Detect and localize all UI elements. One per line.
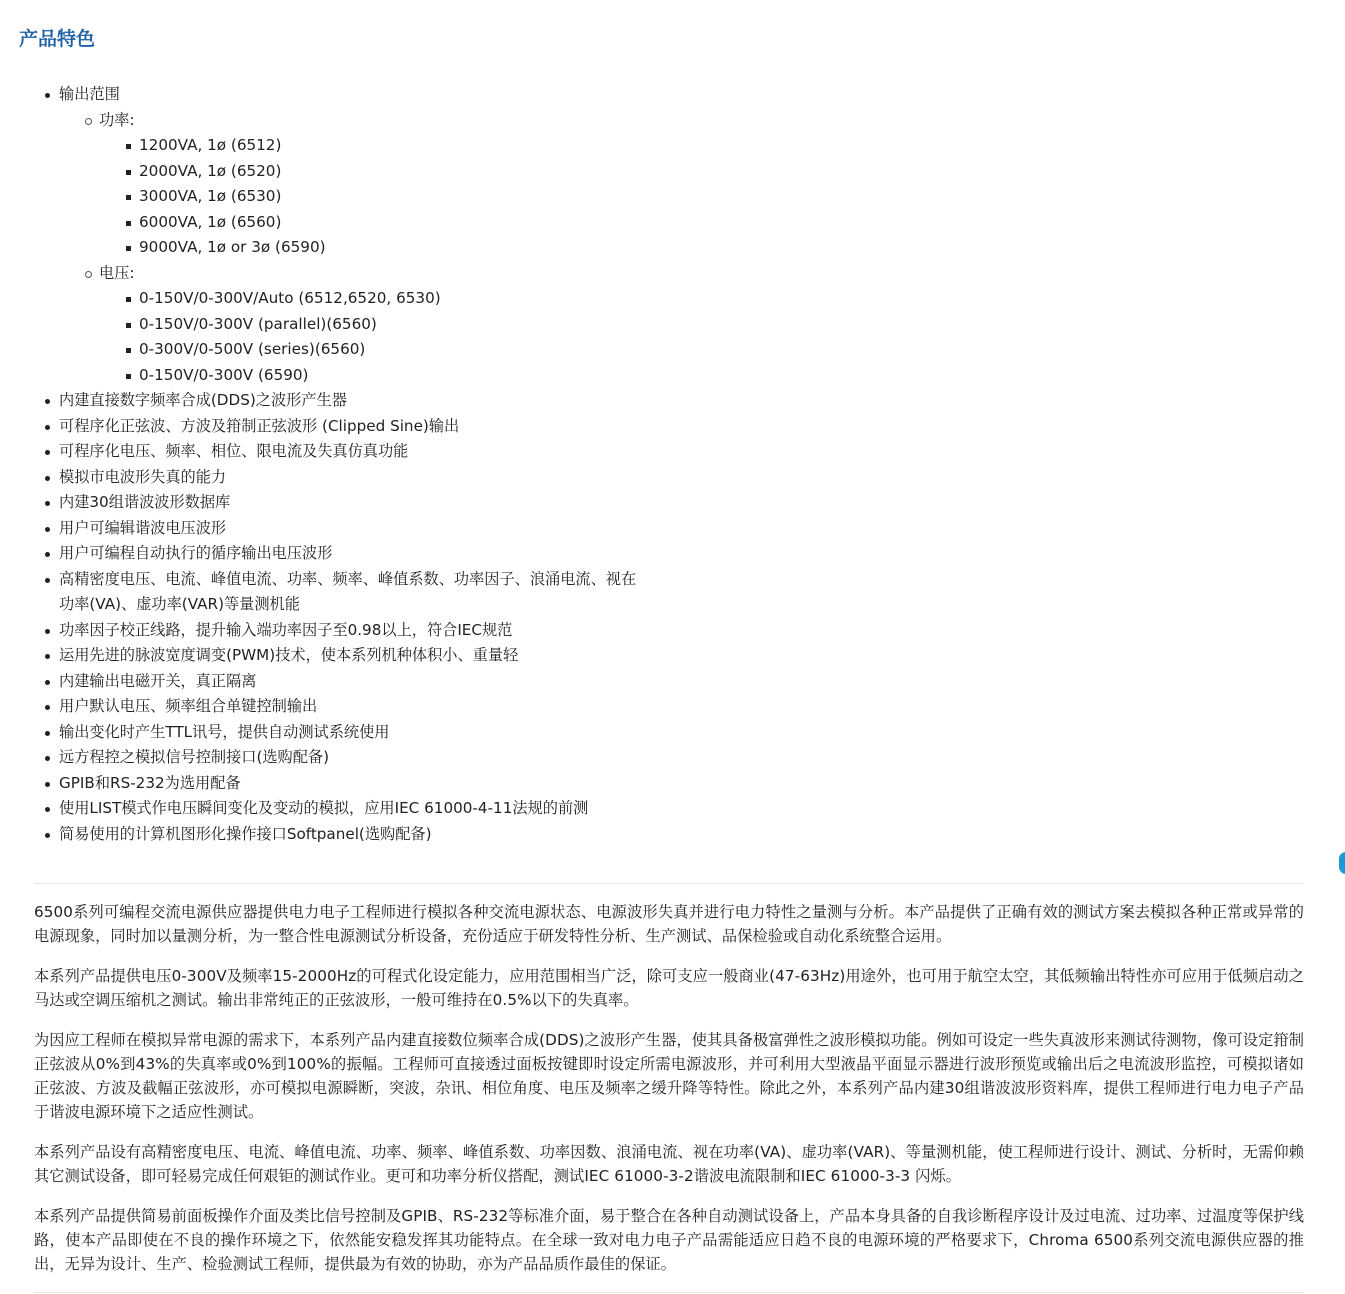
feature-item: 运用先进的脉波宽度调变(PWM)技术，使本系列机种体积小、重量轻 <box>59 643 639 669</box>
feature-subitem <box>99 108 639 261</box>
feature-list <box>59 82 639 847</box>
description-paragraph: 本系列产品设有高精密度电压、电流、峰值电流、功率、频率、峰值系数、功率因数、浪涌电流、视在功率(VA)、虚功率(VAR)、等量测机能，使工程师进行设计、测试、分析时，无需仰赖其它测试设备，即可轻易完成任何艰钜的测试作业。更可和功率分析仪搭配，测试IEC 61000-3-2谐波电流限制和IEC 61000-3-3 闪烁。 <box>34 1143 1304 1185</box>
section-divider <box>34 883 1304 884</box>
description-paragraph: 本系列产品提供电压0-300V及频率15-2000Hz的可程式化设定能力，应用范围相当广泛，除可支应一般商业(47-63Hz)用途外，也可用于航空太空，其低频输出特性亦可应用于低频启动之马达或空调压缩机之测试。输出非常纯正的正弦波形，一般可维持在0.5%以下的失真率。 <box>34 967 1304 1009</box>
spec-item: 3000VA, 1ø (6530) <box>139 184 639 210</box>
spec-item: 0-300V/0-500V (series)(6560) <box>139 337 639 363</box>
feature-subitem <box>99 261 639 389</box>
feature-subitem-label: 电压: <box>99 263 135 282</box>
feature-item: 输出变化时产生TTL讯号，提供自动测试系统使用 <box>59 720 639 746</box>
section-divider <box>34 1292 1304 1293</box>
description-section <box>34 900 1304 1292</box>
feature-item: 用户可编程自动执行的循序输出电压波形 <box>59 541 639 567</box>
spec-item: 9000VA, 1ø or 3ø (6590) <box>139 235 639 261</box>
spec-item: 0-150V/0-300V/Auto (6512,6520, 6530) <box>139 286 639 312</box>
feature-item: 内建30组谐波波形数据库 <box>59 490 639 516</box>
feature-item: 内建输出电磁开关，真正隔离 <box>59 669 639 695</box>
feature-item: 远方程控之模拟信号控制接口(选购配备) <box>59 745 639 771</box>
feature-item: 可程序化正弦波、方波及箝制正弦波形 (Clipped Sine)输出 <box>59 414 639 440</box>
feature-item: 用户默认电压、频率组合单键控制输出 <box>59 694 639 720</box>
feature-item: 可程序化电压、频率、相位、限电流及失真仿真功能 <box>59 439 639 465</box>
feature-item: 模拟市电波形失真的能力 <box>59 465 639 491</box>
feature-item: 使用LIST模式作电压瞬间变化及变动的模拟，应用IEC 61000-4-11法规的前测 <box>59 796 639 822</box>
spec-item: 2000VA, 1ø (6520) <box>139 159 639 185</box>
page-title: 产品特色 <box>19 28 96 50</box>
feature-item: GPIB和RS-232为选用配备 <box>59 771 639 797</box>
feature-subitem-label: 功率: <box>99 110 135 129</box>
feature-sublist <box>99 108 639 389</box>
description-paragraph: 本系列产品提供简易前面板操作介面及类比信号控制及GPIB、RS-232等标准介面，易于整合在各种自动测试设备上，产品本身具备的自我诊断程序设计及过电流、过功率、过温度等保护线路，使本产品即使在不良的操作环境之下，依然能安稳发挥其功能特点。在全球一致对电力电子产品需能适应日趋不良的电源环境的严格要求下，Chroma 6500系列交流电源供应器的推出，无异为设计、生产、检验测试工程师，提供最为有效的协助，亦为产品品质作最佳的保证。 <box>34 1207 1304 1273</box>
feature-item <box>59 82 639 388</box>
power-spec-list <box>139 133 639 261</box>
floating-side-button[interactable] <box>1339 852 1345 874</box>
feature-item: 内建直接数字频率合成(DDS)之波形产生器 <box>59 388 639 414</box>
feature-item: 简易使用的计算机图形化操作接口Softpanel(选购配备) <box>59 822 639 848</box>
description-paragraph: 为因应工程师在模拟异常电源的需求下，本系列产品内建直接数位频率合成(DDS)之波形产生器，使其具备极富弹性之波形模拟功能。例如可设定一些失真波形来测试待测物，像可设定箝制正弦波从0%到43%的失真率或0%到100%的振幅。工程师可直接透过面板按键即时设定所需电源波形，并可利用大型液晶平面显示器进行波形预览或输出后之电流波形监控，可模拟诸如正弦波、方波及截幅正弦波形，亦可模拟电源瞬断，突波，杂讯、相位角度、电压及频率之缓升降等特性。除此之外，本系列产品内建30组谐波波形资料库，提供工程师进行电力电子产品于谐波电源环境下之适应性测试。 <box>34 1031 1304 1121</box>
feature-label: 输出范围 <box>59 85 120 103</box>
feature-item: 用户可编辑谐波电压波形 <box>59 516 639 542</box>
spec-item: 0-150V/0-300V (parallel)(6560) <box>139 312 639 338</box>
spec-item: 0-150V/0-300V (6590) <box>139 363 639 389</box>
feature-item: 功率因子校正线路，提升输入端功率因子至0.98以上，符合IEC规范 <box>59 618 639 644</box>
feature-item: 高精密度电压、电流、峰值电流、功率、频率、峰值系数、功率因子、浪涌电流、视在功率(VA)、虚功率(VAR)等量测机能 <box>59 567 639 618</box>
voltage-spec-list <box>139 286 639 388</box>
description-paragraph: 6500系列可编程交流电源供应器提供电力电子工程师进行模拟各种交流电源状态、电源波形失真并进行电力特性之量测与分析。本产品提供了正确有效的测试方案去模拟各种正常或异常的电源现象，同时加以量测分析，为一整合性电源测试分析设备，充份适应于研发特性分析、生产测试、品保检验或自动化系统整合运用。 <box>34 903 1304 945</box>
spec-item: 6000VA, 1ø (6560) <box>139 210 639 236</box>
spec-item: 1200VA, 1ø (6512) <box>139 133 639 159</box>
